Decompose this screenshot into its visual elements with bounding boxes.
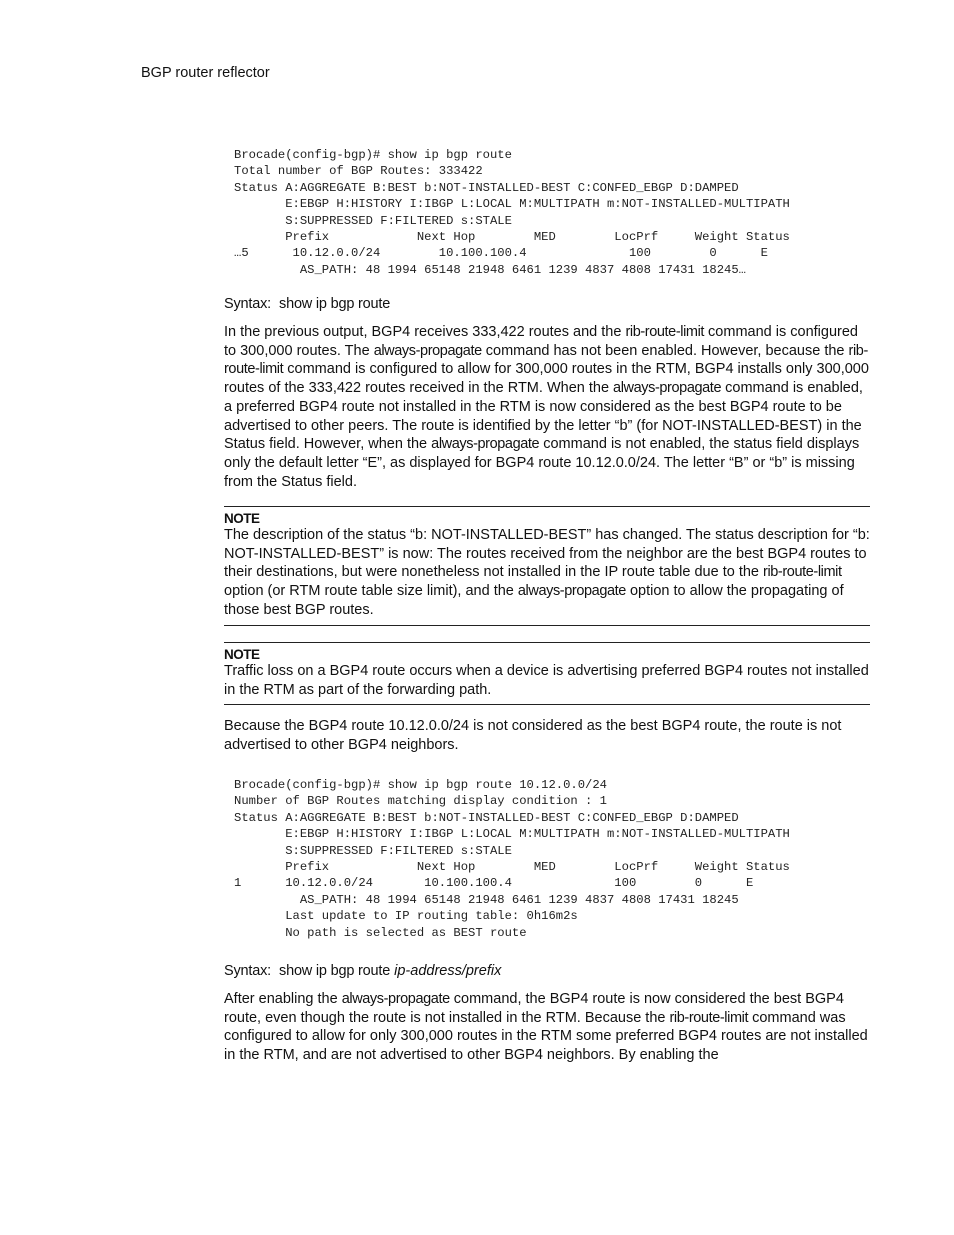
code-line: 1 10.12.0.0/24 10.100.100.4 100 0 E <box>234 876 754 891</box>
keyword: rib-route-limit <box>625 324 705 340</box>
syntax-line <box>224 963 501 979</box>
code-line: Total number of BGP Routes: 333422 <box>234 164 483 179</box>
code-line: Status A:AGGREGATE B:BEST b:NOT-INSTALLED-BEST C:CONFED_EBGP D:DAMPED <box>234 180 739 195</box>
code-line: Last update to IP routing table: 0h16m2s <box>234 909 578 924</box>
code-line: Status A:AGGREGATE B:BEST b:NOT-INSTALLED-BEST C:CONFED_EBGP D:DAMPED <box>234 810 739 825</box>
text: command is enabled, a preferred BGP4 route not installed in the RTM is now considered as the best BGP4 route to be advertised to other peers. The route is identified by the letter “b” (for NOT-INSTALLED-BEST) in the Status field. However, when the <box>224 380 863 453</box>
keyword: rib-route-limit <box>669 1009 749 1026</box>
keyword: always-propagate <box>341 991 450 1007</box>
code-line: AS_PATH: 48 1994 65148 21948 6461 1239 4837 4808 17431 18245 <box>234 892 739 907</box>
text: The description of the status “b: NOT-INSTALLED-BEST” has changed. The status description for “b: NOT-INSTALLED-BEST” is now: The routes received from the neighbor are the best BGP4 routes to their destinations, but were nonetheless not installed in the IP route table due to the <box>224 527 870 581</box>
syntax-line <box>224 296 390 312</box>
page-header: BGP router reflector <box>141 65 270 81</box>
keyword: always-propagate <box>613 380 722 397</box>
note-title: NOTE <box>224 647 260 662</box>
keyword: rib-route-limit <box>224 342 868 378</box>
text: option (or RTM route table size limit), and the <box>224 583 518 600</box>
code-block-route-output <box>234 147 790 278</box>
keyword: always-propagate <box>373 342 482 359</box>
paragraph <box>224 990 870 1065</box>
note-box <box>224 506 870 626</box>
keyword: always-propagate <box>431 436 540 453</box>
text: command is configured to 300,000 routes. The <box>224 324 858 359</box>
keyword: rib-route-limit <box>763 564 842 581</box>
note-text: Traffic loss on a BGP4 route occurs when a device is advertising preferred BGP4 routes not installed in the RTM as part of the forwarding path. <box>224 663 869 698</box>
code-line: Prefix Next Hop MED LocPrf Weight Status <box>234 230 790 245</box>
code-line: S:SUPPRESSED F:FILTERED s:STALE <box>234 213 512 228</box>
syntax-argument: ip-address/prefix <box>394 963 502 979</box>
code-line: E:EBGP H:HISTORY I:IBGP L:LOCAL M:MULTIPATH m:NOT-INSTALLED-MULTIPATH <box>234 827 790 842</box>
text: After enabling the <box>224 991 342 1007</box>
note-box <box>224 642 870 705</box>
code-line: Prefix Next Hop MED LocPrf Weight Status <box>234 860 790 875</box>
syntax-command: show ip bgp route <box>279 296 391 312</box>
code-block-route-detail <box>234 777 790 941</box>
note-text <box>224 526 870 620</box>
note-title: NOTE <box>224 511 260 526</box>
code-line: No path is selected as BEST route <box>234 925 527 940</box>
code-line: Number of BGP Routes matching display condition : 1 <box>234 794 607 809</box>
syntax-command: show ip bgp route <box>279 963 391 979</box>
code-line: Brocade(config-bgp)# show ip bgp route 10.12.0.0/24 <box>234 778 607 792</box>
text: In the previous output, BGP4 receives 333,422 routes and the <box>224 324 626 340</box>
code-line: …5 10.12.0.0/24 10.100.100.4 100 0 E <box>234 246 768 261</box>
text: command, the BGP4 route is now considered the best BGP4 route, even though the route is not installed in the RTM. Because the <box>224 991 844 1026</box>
text: command is configured to allow for 300,000 routes in the RTM, BGP4 installs only 300,000 routes of the 333,422 routes received in the RTM. When the <box>224 361 869 397</box>
text: option to allow the propagating of those best BGP routes. <box>224 583 844 618</box>
syntax-label: Syntax: <box>224 296 271 312</box>
code-line: E:EBGP H:HISTORY I:IBGP L:LOCAL M:MULTIPATH m:NOT-INSTALLED-MULTIPATH <box>234 197 790 212</box>
code-line: AS_PATH: 48 1994 65148 21948 6461 1239 4837 4808 17431 18245… <box>234 262 746 277</box>
code-line: S:SUPPRESSED F:FILTERED s:STALE <box>234 843 512 858</box>
keyword: always-propagate <box>517 583 626 600</box>
paragraph: Because the BGP4 route 10.12.0.0/24 is not considered as the best BGP4 route, the route is not advertised to other BGP4 neighbors. <box>224 718 842 753</box>
code-line: Brocade(config-bgp)# show ip bgp route <box>234 148 512 162</box>
text: command has not been enabled. However, because the <box>481 342 849 359</box>
paragraph <box>224 323 870 491</box>
text: command was configured to allow for only 300,000 routes in the RTM some preferred BGP4 routes are not installed in the RTM, and are not advertised to other BGP4 neighbors. By enabling the <box>224 1009 868 1064</box>
syntax-label: Syntax: <box>224 963 271 979</box>
text: command is not enabled, the status field displays only the default letter “E”, as displayed for BGP4 route 10.12.0.0/24. The letter “B” or “b” is missing from the Status field. <box>224 436 860 490</box>
